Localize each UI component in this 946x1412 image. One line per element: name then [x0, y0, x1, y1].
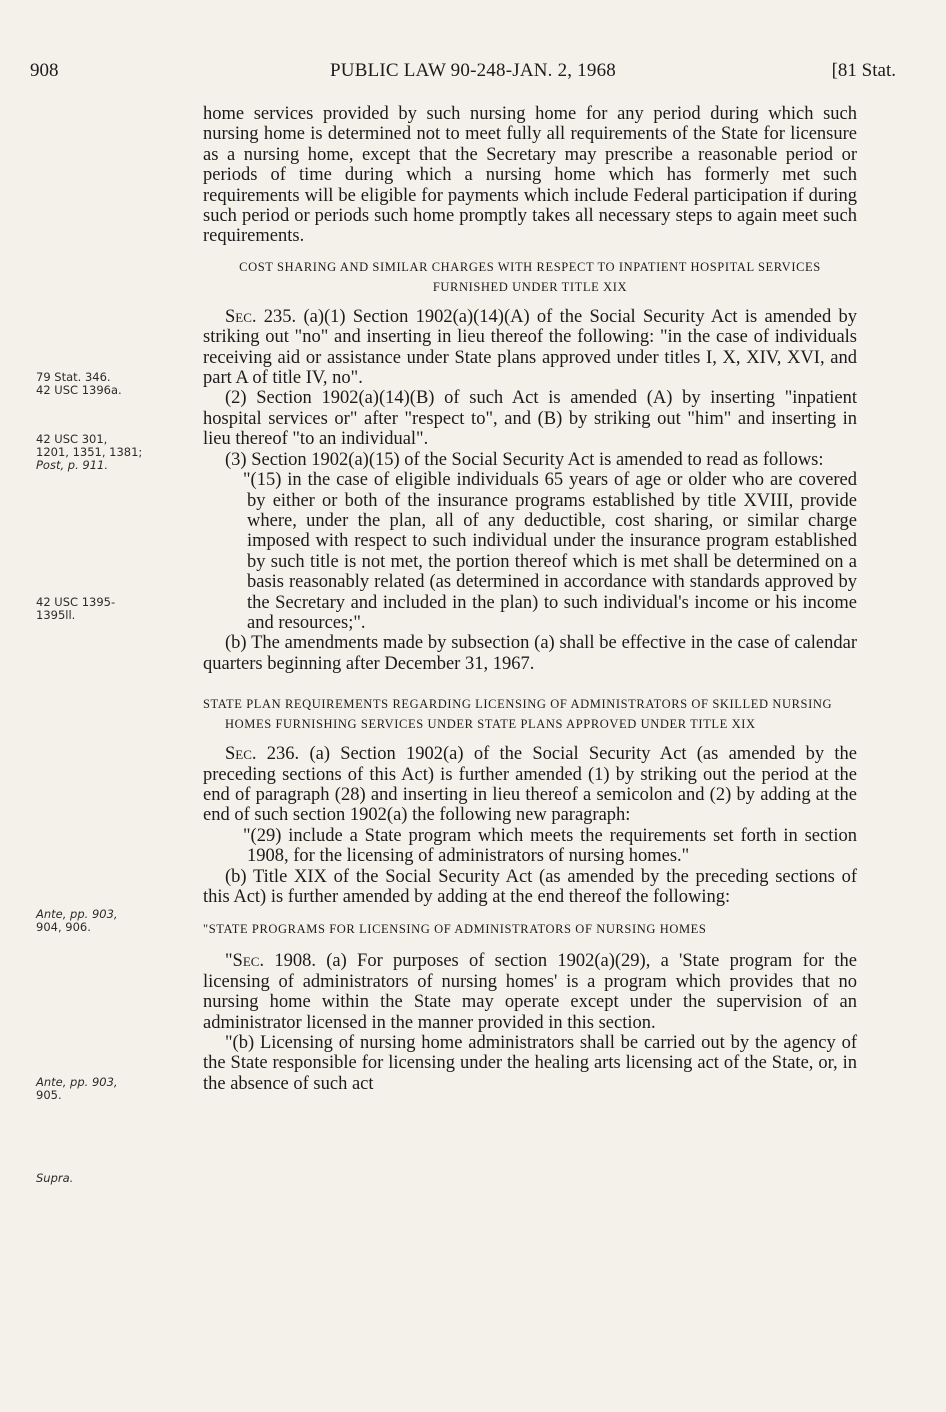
- running-header: [0, 60, 946, 90]
- page-number: 908: [30, 60, 59, 81]
- margin-note-42-usc-301: 42 USC 301, 1201, 1351, 1381; Post, p. 911.: [36, 432, 143, 472]
- section-236-a: Sec. 236. (a) Section 1902(a) of the Social Security Act (as amended by the preceding sections of this Act) is further amended (1) by striking out the period at the end of paragraph (28) and inserting in lieu thereof a semicolon and (2) by adding at the end of such section 1902(a) the following new paragraph:: [203, 744, 857, 826]
- paragraph-29-quote: "(29) include a State program which meets the requirements set forth in section 1908, for the licensing of administrators of nursing homes.": [243, 825, 857, 867]
- margin-note-42-usc-1395: 42 USC 1395- 1395ll.: [36, 595, 116, 622]
- margin-note-ante-2: Ante, pp. 903, 905.: [36, 1075, 118, 1102]
- section-235-a1: Sec. 235. (a)(1) Section 1902(a)(14)(A) of the Social Security Act is amended by striking out "no" and inserting in lieu thereof the following: "in the case of individuals receiving aid or assistance under State plans approved under titles I, X, XIV, XVI, and part A of title IV, no".: [203, 306, 857, 389]
- paragraph-15-quote: "(15) in the case of eligible individuals 65 years of age or older who are covered by either or both of the insurance programs established by title XVIII, provide where, under the plan, all of any deductible, cost sharing, or similar charge imposed with respect to such individual under the insurance program established by such title is not met, the portion thereof which is met shall be determined on a basis reasonably related (as determined in accordance with standards approved by the Secretary and included in the plan) to such individual's income or his income and resources;".: [243, 470, 857, 633]
- statute-body: [203, 104, 857, 1094]
- section-236-b: (b) Title XIX of the Social Security Act (as amended by the preceding sections of this Act) is further amended by adding at the end thereof the following:: [203, 866, 857, 907]
- margin-note-79-stat: 79 Stat. 346. 42 USC 1396a.: [36, 370, 122, 397]
- section-236-heading: STATE PLAN REQUIREMENTS REGARDING LICENSING OF ADMINISTRATORS OF SKILLED NURSING HOMES FURNISHING SERVICES UNDER STATE PLANS APPROVED UNDER TITLE XIX: [203, 697, 833, 732]
- section-235-heading: COST SHARING AND SIMILAR CHARGES WITH RESPECT TO INPATIENT HOSPITAL SERVICES FURNISHED UNDER TITLE XIX: [239, 259, 821, 294]
- section-235-a2: (2) Section 1902(a)(14)(B) of such Act is amended (A) by inserting "inpatient hospital services or" after "respect to", and (B) by striking out "him" and inserting in lieu thereof "to an individual".: [203, 388, 857, 450]
- margin-note-supra: Supra.: [36, 1171, 74, 1185]
- section-1908-heading: "STATE PROGRAMS FOR LICENSING OF ADMINISTRATORS OF NURSING HOMES: [203, 922, 707, 937]
- section-1908-a: "Sec. 1908. (a) For purposes of section 1902(a)(29), a 'State program for the licensing of administrators of nursing homes' is a program which provides that no nursing home within the State may operate except under the supervision of an administrator licensed in the manner provided in this section.: [203, 951, 857, 1033]
- section-235-b: (b) The amendments made by subsection (a) shall be effective in the case of calendar quarters beginning after December 31, 1967.: [203, 633, 857, 674]
- margin-note-ante-1: Ante, pp. 903, 904, 906.: [36, 907, 118, 934]
- section-1908-b: "(b) Licensing of nursing home administrators shall be carried out by the agency of the State responsible for licensing under the healing arts licensing act of the State, or, in the absence of such act: [203, 1033, 857, 1094]
- running-title: PUBLIC LAW 90-248-JAN. 2, 1968: [330, 60, 616, 81]
- intro-paragraph: home services provided by such nursing home for any period during which such nursing home is determined not to meet fully all requirements of the State for licensure as a nursing home, except that the Secretary may prescribe a reasonable period or periods of time during which a nursing home which has formerly met such requirements will be eligible for payments which include Federal participation if during such period or periods such home promptly takes all necessary steps to again meet such requirements.: [203, 104, 857, 247]
- section-235-a3: (3) Section 1902(a)(15) of the Social Security Act is amended to read as follows:: [225, 449, 824, 470]
- stat-reference: [81 Stat.: [831, 60, 896, 81]
